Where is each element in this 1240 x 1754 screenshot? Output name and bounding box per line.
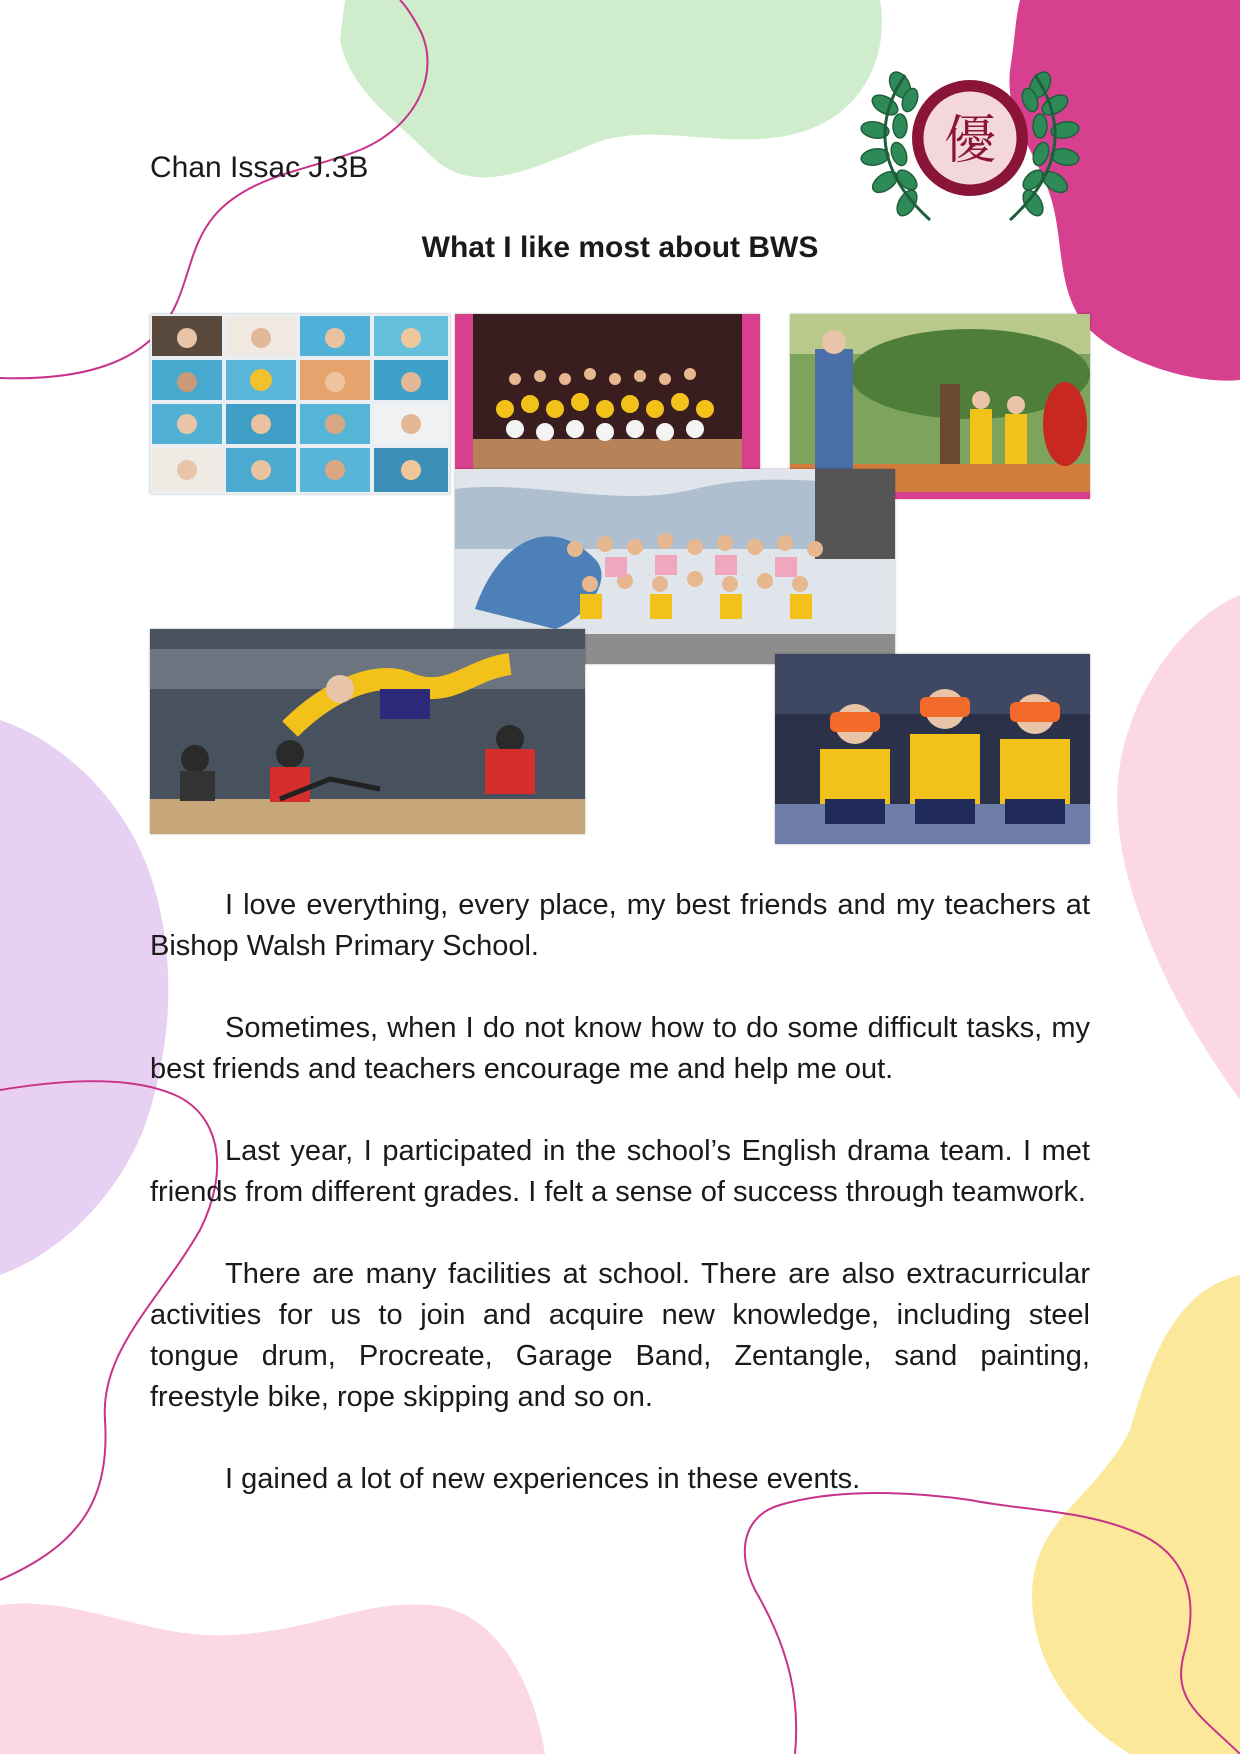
essay-title: What I like most about BWS — [421, 231, 819, 264]
stage-group-photo — [455, 314, 760, 469]
pink-blob-right — [1117, 595, 1240, 1100]
paragraph-1: I love everything, every place, my best friends and my teachers at Bishop Walsh Primary School. — [150, 889, 1090, 962]
vr-headset-photo — [775, 654, 1090, 844]
lavender-blob — [0, 720, 168, 1275]
green-blob — [340, 0, 882, 177]
merit-emblem — [855, 60, 1085, 230]
paragraph-3: Last year, I participated in the school’s English drama team. I met friends from different grades. I felt a sense of success through teamwork. — [150, 1135, 1090, 1208]
emblem-character: 優 — [943, 111, 997, 171]
pink-blob-bottom — [0, 1604, 545, 1754]
freestyle-bike-photo — [150, 629, 585, 834]
paragraph-5: I gained a lot of new experiences in these events. — [225, 1463, 861, 1495]
paragraph-2: Sometimes, when I do not know how to do some difficult tasks, my best friends and teachers encourage me and help me out. — [150, 1012, 1090, 1085]
online-class-grid-photo — [150, 314, 450, 494]
photo-collage — [150, 314, 1090, 844]
paragraph-4: There are many facilities at school. There are also extracurricular activities for us to join and acquire new knowledge, including steel tongue drum, Procreate, Garage Band, Zentangle, sand painting, freestyle bike, rope skipping and so on. — [150, 1258, 1090, 1413]
author-name: Chan Issac J.3B — [150, 151, 369, 184]
essay-body — [150, 885, 1090, 1541]
